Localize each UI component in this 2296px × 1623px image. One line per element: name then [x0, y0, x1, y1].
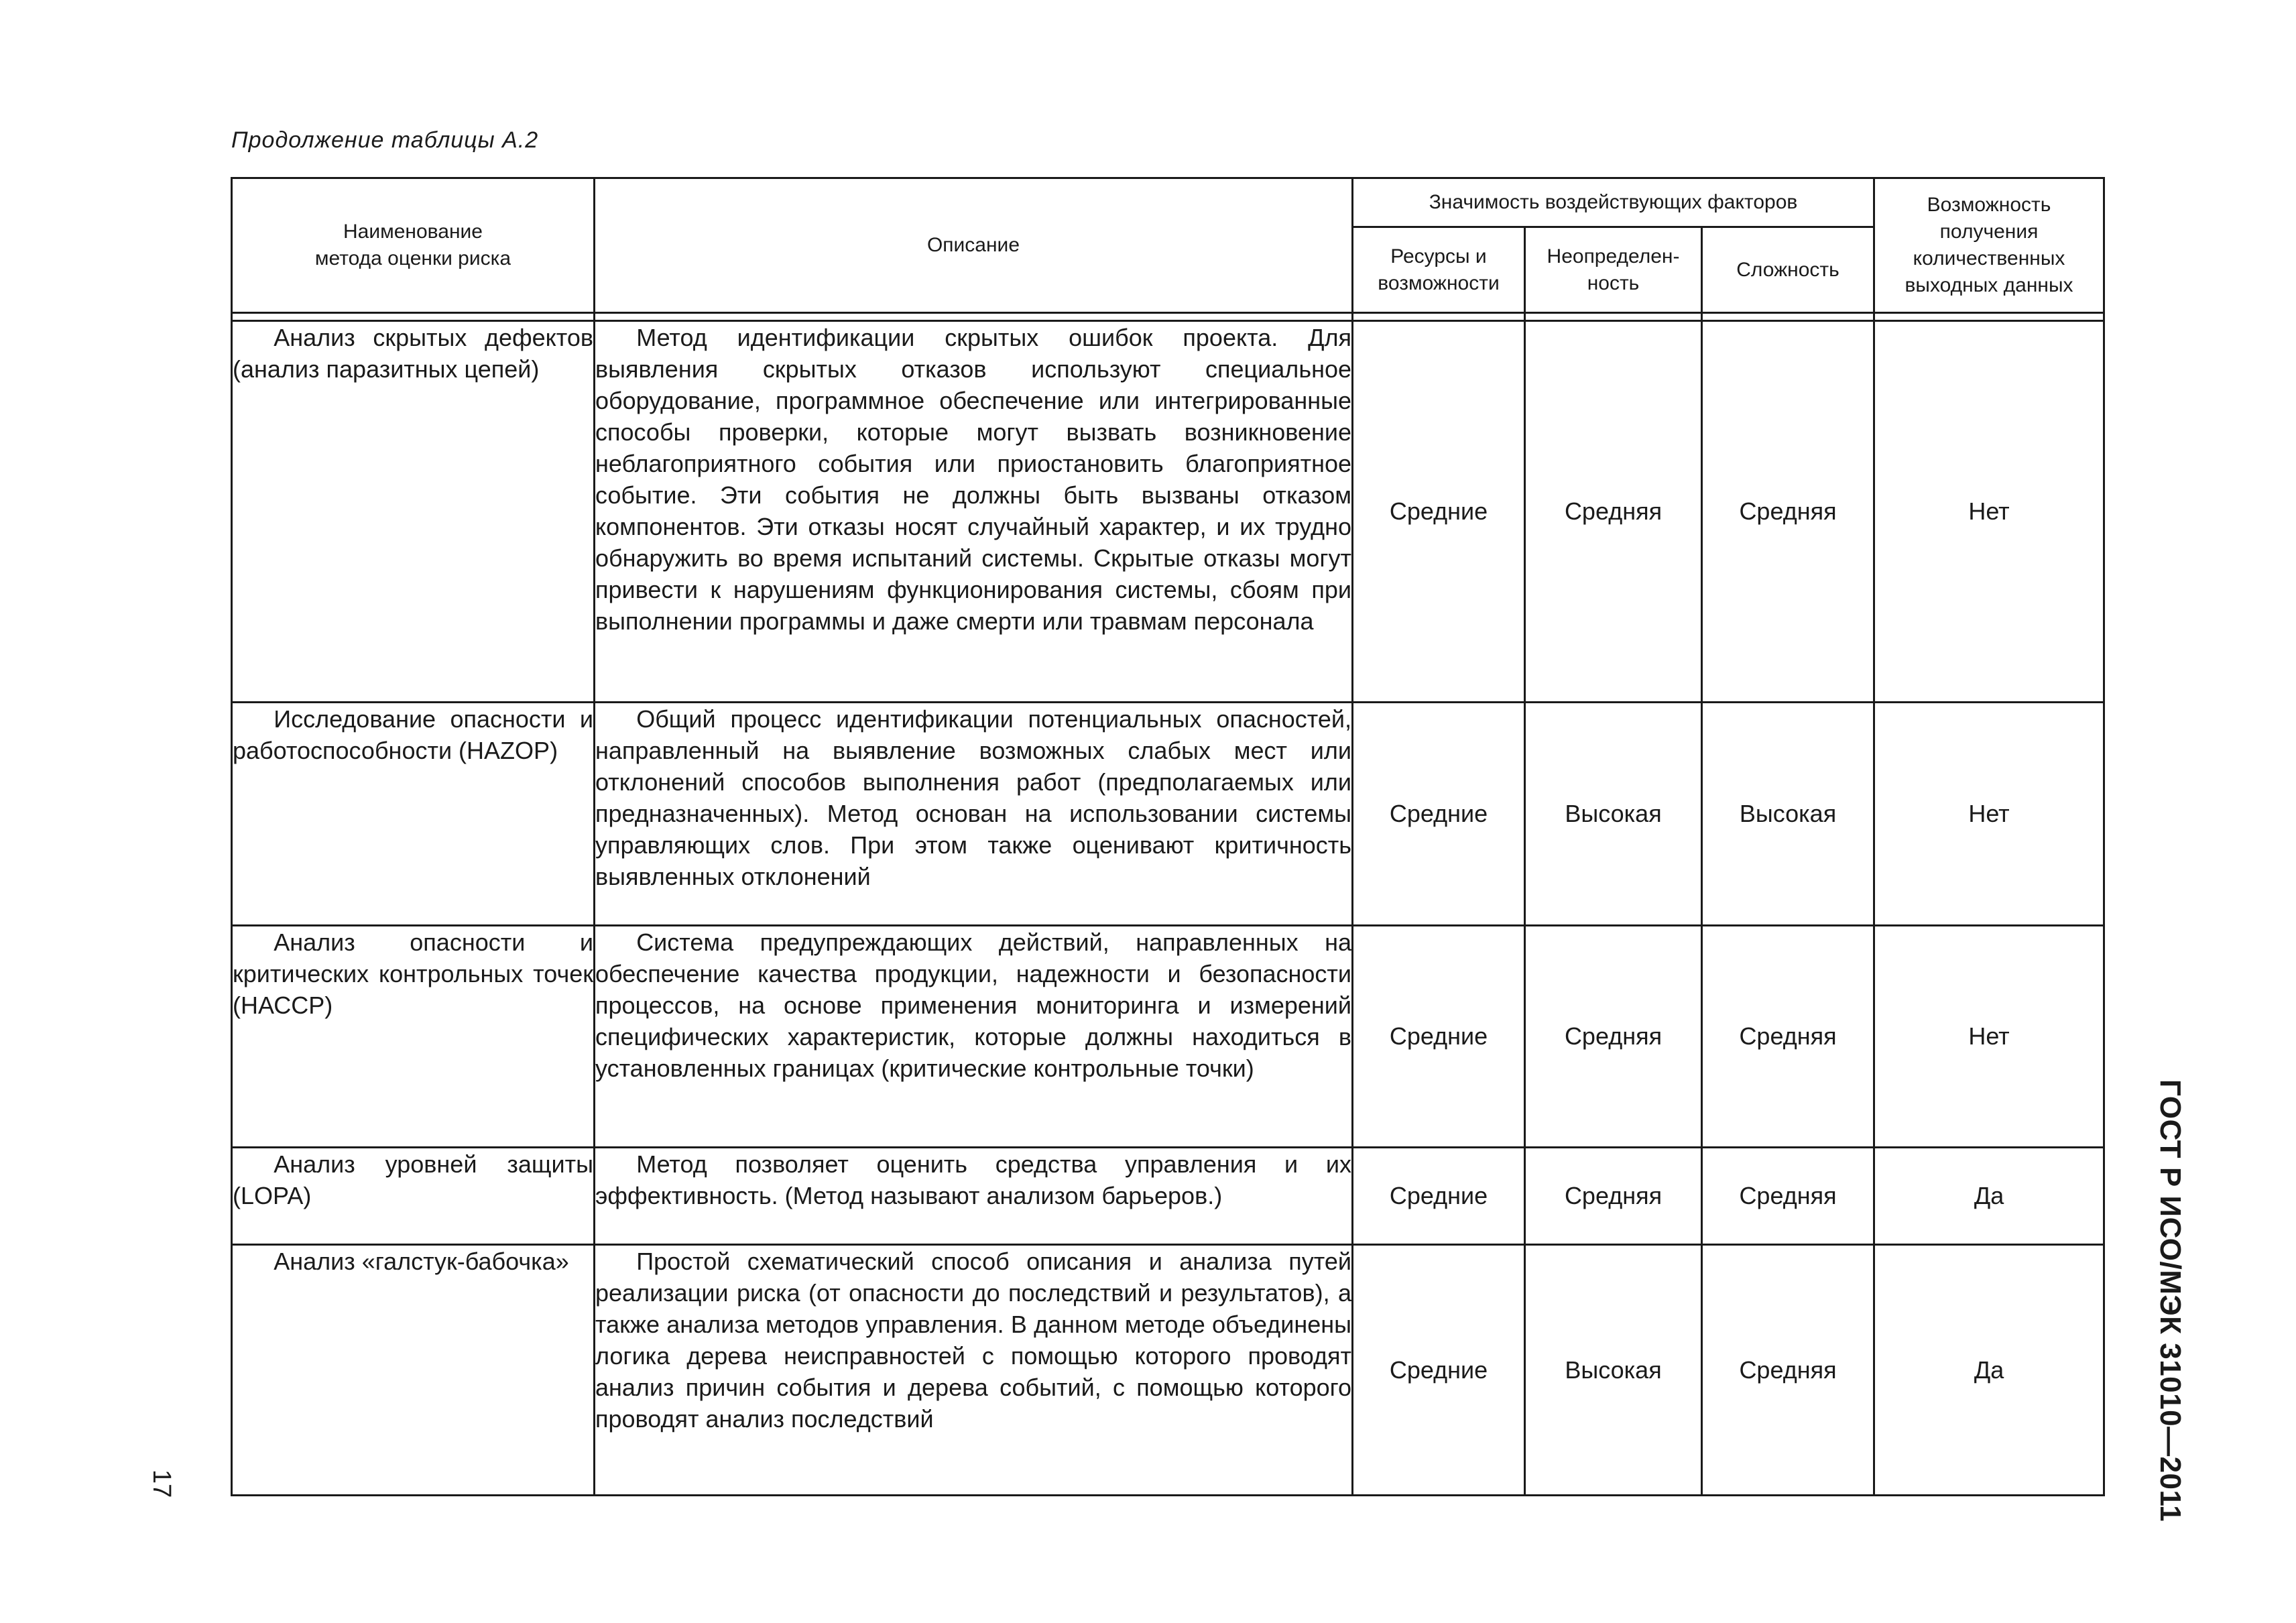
table-row	[232, 703, 2104, 926]
method-description: Система предупреждающих действий, направленных на обеспечение качества продукции, надежности и безопасности процессов, на основе применения мониторинга и измерений специфических характеристик, которые должны находиться в установленных границах (критические контрольные точки)	[595, 926, 1353, 1148]
table-row	[232, 1148, 2104, 1245]
complexity-value: Средняя	[1702, 321, 1874, 703]
document-code: ГОСТ Р ИСО/МЭК 31010—2011	[2154, 1079, 2187, 1522]
uncertainty-value: Средняя	[1525, 321, 1702, 703]
table-row	[232, 926, 2104, 1148]
complexity-value: Средняя	[1702, 926, 1874, 1148]
header-uncertainty: Неопределен- ность	[1525, 227, 1702, 313]
uncertainty-value: Высокая	[1525, 1245, 1702, 1496]
table-row	[232, 321, 2104, 703]
method-name: Анализ скрытых дефектов (анализ паразитных цепей)	[232, 321, 595, 703]
quantitative-value: Да	[1874, 1148, 2104, 1245]
quantitative-value: Нет	[1874, 321, 2104, 703]
method-description: Общий процесс идентификации потенциальных опасностей, направленный на выявление возможных слабых мест или отклонений способов выполнения работ (предполагаемых или предназначенных). Метод основан на использовании системы управляющих слов. При этом также оценивают критичность выявленных отклонений	[595, 703, 1353, 926]
method-name: Исследование опасности и работоспособности (HAZOP)	[232, 703, 595, 926]
method-description: Метод идентификации скрытых ошибок проекта. Для выявления скрытых отказов используют специальное оборудование, программное обеспечение или интегрированные способы проверки, которые могут вызвать возникновение неблагоприятного события или приостановить благоприятное событие. Эти события не должны быть вызваны отказом компонентов. Эти отказы носят случайный характер, и их трудно обнаружить во время испытаний системы. Скрытые отказы могут привести к нарушениям функционирования системы, сбоям при выполнении программы и даже смерти или травмам персонала	[595, 321, 1353, 703]
resources-value: Средние	[1353, 1245, 1525, 1496]
resources-value: Средние	[1353, 703, 1525, 926]
uncertainty-value: Средняя	[1525, 1148, 1702, 1245]
method-name: Анализ уровней защиты (LOPA)	[232, 1148, 595, 1245]
table-row	[232, 1245, 2104, 1496]
resources-value: Средние	[1353, 1148, 1525, 1245]
header-factors-group: Значимость воздействующих факторов	[1353, 178, 1874, 227]
method-description: Метод позволяет оценить средства управления и их эффективность. (Метод называют анализом барьеров.)	[595, 1148, 1353, 1245]
header-separator	[232, 313, 2104, 321]
method-description: Простой схематический способ описания и анализа путей реализации риска (от опасности до последствий и результатов), а также анализа методов управления. В данном методе объединены логика дерева неисправностей с помощью которого проводят анализ причин события и дерева событий, с помощью которого проводят анализ последствий	[595, 1245, 1353, 1496]
uncertainty-value: Высокая	[1525, 703, 1702, 926]
header-resources: Ресурсы и возможности	[1353, 227, 1525, 313]
complexity-value: Высокая	[1702, 703, 1874, 926]
method-name: Анализ «галстук-бабочка»	[232, 1245, 595, 1496]
complexity-value: Средняя	[1702, 1148, 1874, 1245]
header-quantitative: Возможность получения количественных выходных данных	[1874, 178, 2104, 313]
table-caption: Продолжение таблицы А.2	[231, 127, 539, 153]
uncertainty-value: Средняя	[1525, 926, 1702, 1148]
quantitative-value: Да	[1874, 1245, 2104, 1496]
header-method-name: Наименование метода оценки риска	[232, 178, 595, 313]
complexity-value: Средняя	[1702, 1245, 1874, 1496]
header-row	[232, 178, 2104, 227]
header-complexity: Сложность	[1702, 227, 1874, 313]
quantitative-value: Нет	[1874, 703, 2104, 926]
resources-value: Средние	[1353, 321, 1525, 703]
header-description: Описание	[595, 178, 1353, 313]
resources-value: Средние	[1353, 926, 1525, 1148]
quantitative-value: Нет	[1874, 926, 2104, 1148]
page-number: 17	[147, 1469, 176, 1498]
methods-table	[231, 177, 2105, 1496]
method-name: Анализ опасности и критических контрольных точек (НАССР)	[232, 926, 595, 1148]
